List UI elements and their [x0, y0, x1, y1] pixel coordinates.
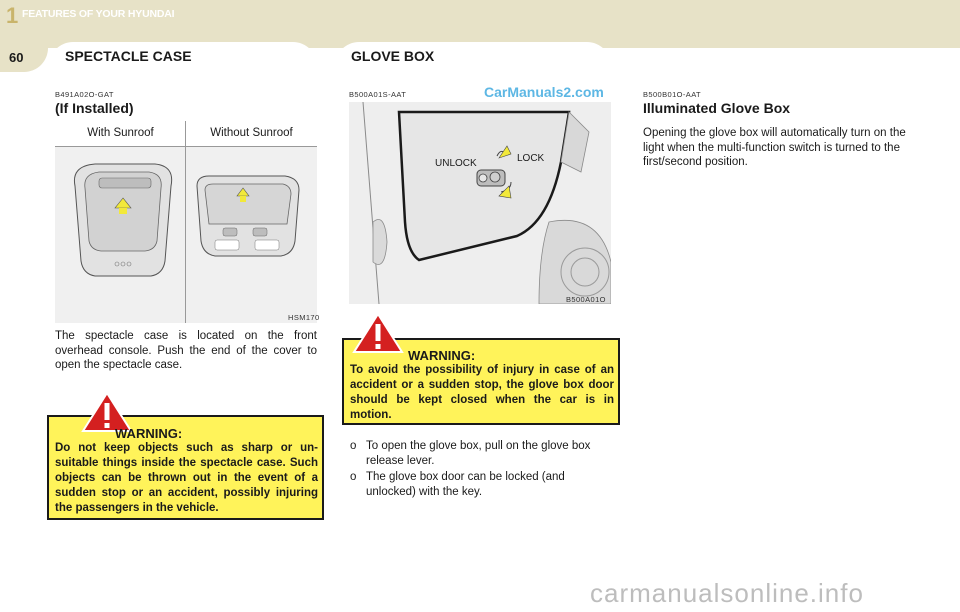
glovebox-bullet-list [350, 439, 612, 501]
spectacle-warning-title: WARNING: [115, 426, 183, 441]
watermark-text: CarManuals2.com [484, 84, 604, 100]
spectacle-heading: (If Installed) [55, 100, 134, 116]
section-title-spectacle-case: SPECTACLE CASE [65, 48, 192, 64]
section-tab-spectacle-case [49, 42, 317, 72]
spectacle-paragraph: The spectacle case is located on the front overhead console. Push the end of the cover to open the spectacle case. [55, 330, 317, 371]
page-number: 60 [9, 50, 24, 65]
warning-triangle-icon [352, 312, 404, 354]
col-label-without-sunroof: Without Sunroof [210, 127, 293, 139]
unlock-label: UNLOCK [435, 158, 477, 169]
page-number-tab [0, 42, 48, 72]
chapter-title: FEATURES OF YOUR HYUNDAI [22, 8, 175, 20]
bullet-text: To open the glove box, pull on the glove box release lever. [366, 440, 591, 467]
illuminated-heading: Illuminated Glove Box [643, 100, 791, 116]
list-item [350, 439, 612, 468]
spectacle-figure-label: HSM170 [288, 313, 320, 322]
glovebox-illustration [349, 102, 611, 304]
glovebox-section-code: B500A01S-AAT [349, 90, 407, 99]
glovebox-warning-title: WARNING: [408, 348, 476, 363]
list-item [350, 470, 612, 499]
bullet-marker: o [350, 440, 357, 452]
section-tab-glove-box [335, 42, 611, 72]
section-title-glove-box: GLOVE BOX [351, 48, 435, 64]
glovebox-figure [349, 102, 611, 304]
bullet-marker: o [350, 471, 357, 483]
glovebox-warning-box [342, 338, 620, 425]
bottom-watermark: carmanualsonline.info [590, 578, 864, 608]
overhead-console-illustration [55, 146, 317, 323]
chapter-number: 1 [6, 3, 19, 28]
spectacle-warning-box [47, 415, 324, 520]
illuminated-section-code: B500B01O-AAT [643, 90, 702, 99]
spectacle-warning-text: Do not keep objects such as sharp or un-suitable things inside the spectacle case. Such objects can be thrown out in the event of a sudden stop or an accident, possibly injuring the passengers in the vehicle. [55, 442, 318, 514]
header-bar [0, 0, 960, 48]
illuminated-paragraph: Opening the glove box will automatically turn on the light when the multi-function switch is turned to the first/second position. [643, 127, 906, 168]
glovebox-warning-text: To avoid the possibility of injury in case of an accident or a sudden stop, the glove box door should be kept closed when the car is in motion. [350, 364, 614, 421]
spectacle-figure [55, 121, 320, 323]
lock-label: LOCK [517, 153, 545, 164]
col-label-with-sunroof: With Sunroof [87, 127, 154, 139]
spectacle-section-code: B491A02O-GAT [55, 90, 114, 99]
bullet-text: The glove box door can be locked (and unlocked) with the key. [366, 471, 565, 498]
glovebox-figure-label: B500A01O [566, 295, 606, 304]
